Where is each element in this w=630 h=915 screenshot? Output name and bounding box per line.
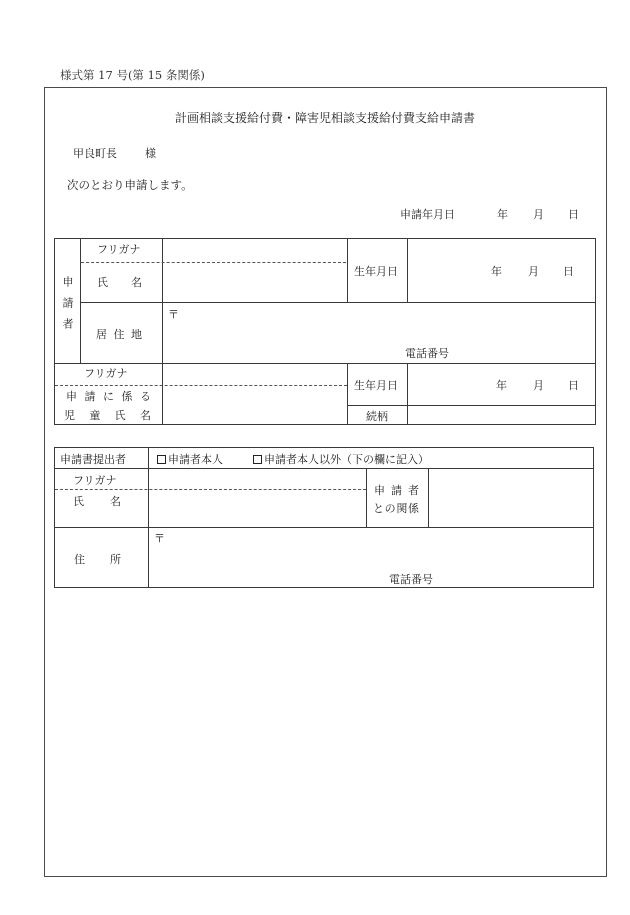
- application-date-month: 月: [533, 208, 544, 221]
- child-name-label-line1: 申 請 に 係 る: [66, 390, 151, 403]
- applicant-birthdate-day: 日: [563, 265, 574, 278]
- child-relationship-field[interactable]: [408, 406, 595, 424]
- child-relationship-label: 続柄: [366, 410, 388, 423]
- applicant-name-field[interactable]: [163, 263, 347, 302]
- submitter-name-label: 氏 名: [73, 495, 121, 508]
- submitter-address-label: 住 所: [74, 553, 121, 566]
- applicant-address-field[interactable]: [163, 303, 595, 363]
- table-divider: [366, 468, 367, 527]
- application-date-field[interactable]: [462, 205, 582, 225]
- child-name-label-line2: 児 童 氏 名: [64, 409, 151, 422]
- submitter-relationship-label-line2: との関係: [373, 502, 419, 515]
- applicant-birthdate-month: 月: [528, 265, 539, 278]
- application-date-label: 申請年月日: [400, 208, 455, 221]
- checkbox-other-than-applicant-label: 申請者本人以外（下の欄に記入）: [264, 453, 429, 466]
- checkbox-applicant-self[interactable]: [157, 455, 166, 464]
- intro-text: 次のとおり申請します。: [67, 178, 193, 192]
- applicant-furigana-field[interactable]: [163, 239, 347, 262]
- child-furigana-field[interactable]: [163, 364, 347, 385]
- applicant-phone-label: 電話番号: [405, 347, 449, 360]
- table-divider: [347, 238, 348, 302]
- applicant-postal-mark: 〒: [168, 308, 179, 321]
- child-birthdate-label: 生年月日: [354, 379, 398, 392]
- checkbox-other-than-applicant[interactable]: [253, 455, 262, 464]
- submitter-furigana-label: フリガナ: [73, 474, 117, 487]
- applicant-address-label: 居 住 地: [96, 328, 142, 341]
- submitter-relationship-label-line1: 申 請 者: [374, 484, 419, 497]
- application-date-day: 日: [568, 208, 579, 221]
- form-title: 計画相談支援給付費・障害児相談支援給付費支給申請書: [174, 111, 475, 125]
- applicant-birthdate-year: 年: [491, 265, 502, 278]
- submitter-name-field[interactable]: [149, 490, 366, 527]
- submitter-label: 申請書提出者: [60, 453, 126, 466]
- application-date-year: 年: [497, 208, 508, 221]
- child-birthdate-month: 月: [533, 379, 544, 392]
- table-divider: [347, 363, 348, 425]
- child-birthdate-year: 年: [496, 379, 507, 392]
- child-name-field[interactable]: [163, 386, 347, 424]
- form-number: 様式第 17 号(第 15 条関係): [60, 68, 205, 82]
- table-divider: [80, 238, 81, 363]
- submitter-relationship-field[interactable]: [429, 469, 593, 527]
- applicant-birthdate-label: 生年月日: [354, 265, 398, 278]
- applicant-furigana-label: フリガナ: [97, 243, 141, 256]
- submitter-furigana-field[interactable]: [149, 469, 366, 489]
- submitter-phone-label: 電話番号: [389, 573, 433, 586]
- submitter-postal-mark: 〒: [154, 532, 165, 545]
- submitter-address-field[interactable]: [149, 528, 593, 587]
- applicant-section-label: 申請者: [61, 276, 74, 339]
- child-birthdate-day: 日: [568, 379, 579, 392]
- child-furigana-label: フリガナ: [84, 367, 128, 380]
- addressee-name: 甲良町長: [73, 147, 117, 160]
- applicant-name-label: 氏 名: [97, 276, 142, 289]
- addressee-honorific: 様: [145, 147, 156, 160]
- checkbox-applicant-self-label: 申請者本人: [168, 453, 223, 466]
